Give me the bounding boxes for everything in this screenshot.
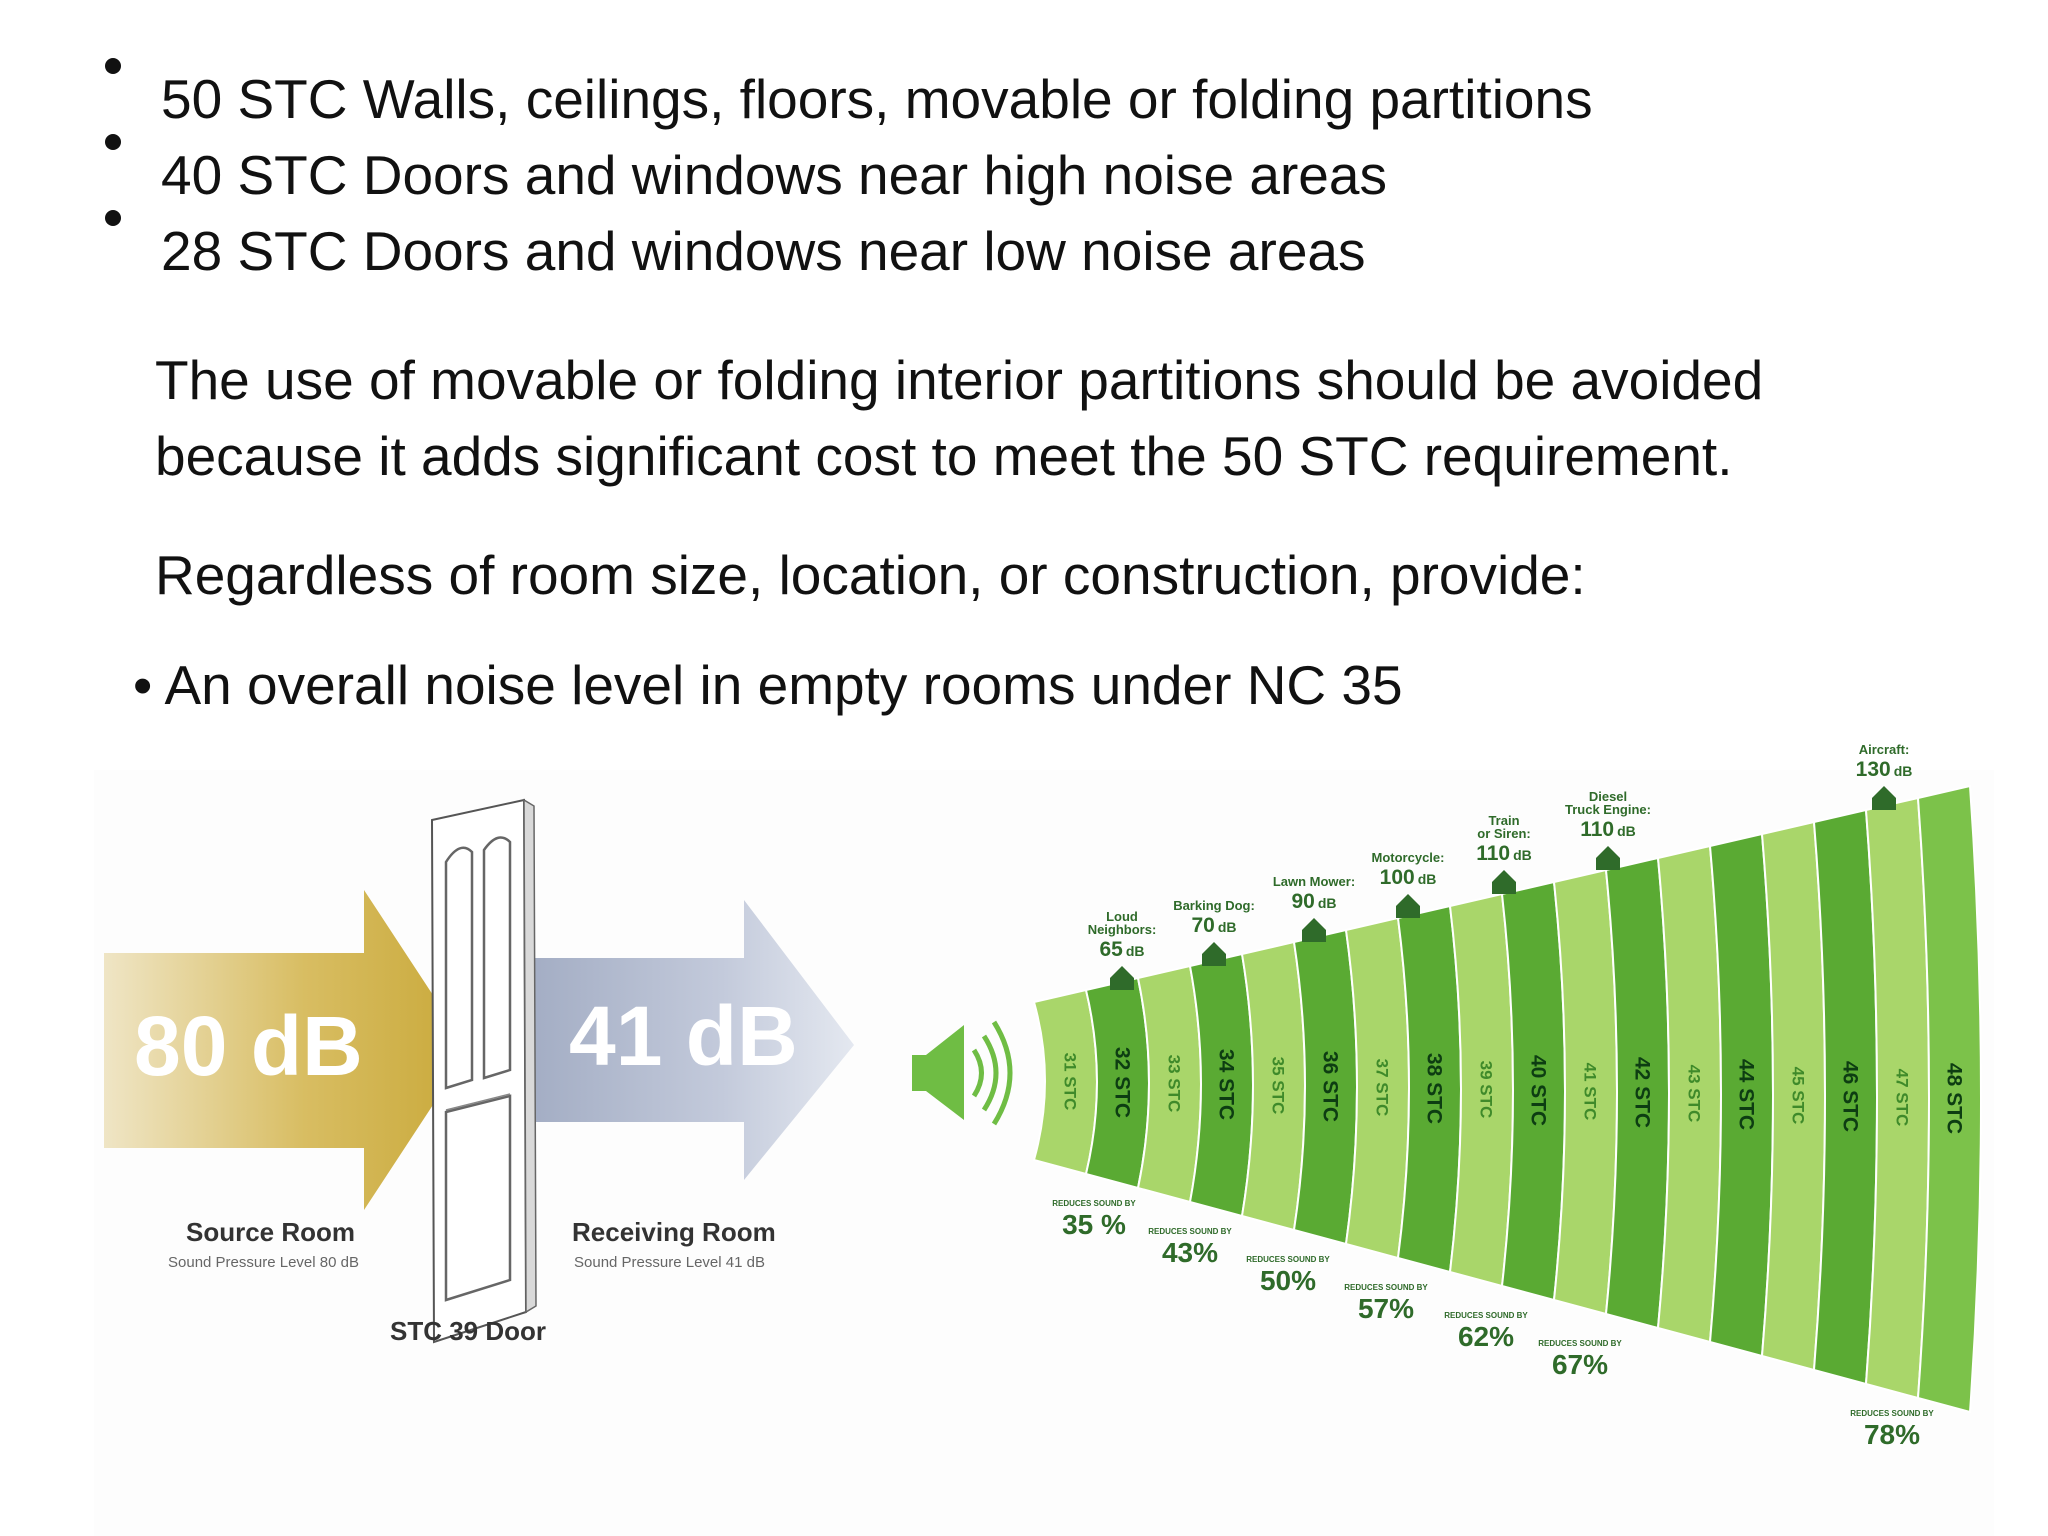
reduction-caption: REDUCES SOUND BY [1052,1199,1136,1208]
noise-source-icon [1396,894,1420,918]
bullet-text: 40 STC Doors and windows near high noise areas [161,144,1387,206]
stc-band-label: 33 STC [1164,1054,1184,1113]
reduction-caption: REDUCES SOUND BY [1538,1339,1622,1348]
reduction-value: 50% [1259,1265,1317,1296]
receiving-db-label: 41 dB [569,989,798,1083]
noise-source-icon [1596,846,1620,870]
noise-source-db: 130 dB [1855,758,1913,781]
noise-source-name: Loud [1106,909,1138,924]
receiving-room-title: Receiving Room [572,1217,776,1247]
figure-svg [94,742,1994,1536]
receiving-room-sub: Sound Pressure Level 41 dB [574,1254,765,1271]
noise-level-bullet: • An overall noise level in empty rooms under NC 35 [133,654,1403,716]
noise-source-name: Neighbors: [1087,922,1157,937]
stc-band-label: 44 STC [1734,1058,1758,1131]
reduction-value: 62% [1457,1321,1515,1352]
noise-source-icon [1302,918,1326,942]
noise-source-name: Diesel [1588,789,1628,804]
noise-source-db: 65 dB [1099,938,1145,961]
noise-source-name: Motorcycle: [1371,850,1445,865]
source-room-title: Source Room [186,1217,356,1247]
reduction-value: 67% [1551,1349,1609,1380]
noise-source-db: 110 dB [1580,818,1636,841]
reduction-caption: REDUCES SOUND BY [1444,1311,1528,1320]
stc-band-label: 38 STC [1422,1052,1446,1125]
noise-source-name: or Siren: [1477,826,1531,841]
stc-band-label: 31 STC [1060,1052,1080,1111]
stc-band-label: 32 STC [1110,1046,1134,1119]
stc-band-label: 40 STC [1526,1054,1550,1127]
reduction-value: 35 % [1062,1209,1126,1240]
reduction-value: 57% [1357,1293,1415,1324]
bullet-dot [105,134,121,150]
noise-source-icon [1872,786,1896,810]
stc-band-label: 48 STC [1942,1062,1966,1135]
bullet-dot [105,210,121,226]
noise-source-icon [1110,966,1134,990]
reduction-value: 78% [1863,1419,1921,1450]
noise-source-icon [1492,870,1516,894]
stc-band-label: 42 STC [1630,1056,1654,1129]
paragraph-regardless: Regardless of room size, location, or construction, provide: [155,544,1586,606]
reduction-value: 43% [1161,1237,1219,1268]
noise-source-icon [1202,942,1226,966]
stc-band-label: 45 STC [1788,1066,1808,1125]
noise-source-name: Aircraft: [1858,742,1910,757]
reduction-caption: REDUCES SOUND BY [1148,1227,1232,1236]
source-room-sub: Sound Pressure Level 80 dB [168,1254,359,1271]
paragraph-line: The use of movable or folding interior partitions should be avoided [155,349,1764,411]
source-db-label: 80 dB [134,999,363,1093]
stc-band-label: 41 STC [1580,1062,1600,1121]
reduction-caption: REDUCES SOUND BY [1850,1409,1934,1418]
door-icon [432,800,536,1342]
stc-band-label: 34 STC [1214,1048,1238,1121]
reduction-caption: REDUCES SOUND BY [1344,1283,1428,1292]
noise-source-name: Barking Dog: [1173,898,1255,913]
stc-band-label: 43 STC [1684,1064,1704,1123]
stc-band-label: 35 STC [1268,1056,1288,1115]
noise-source-db: 110 dB [1476,842,1532,865]
bullet-text: 28 STC Doors and windows near low noise areas [161,220,1366,282]
noise-source-db: 100 dB [1379,866,1437,889]
speaker-icon [912,1022,1010,1124]
noise-source-name: Train [1488,813,1520,828]
paragraph-line: because it adds significant cost to meet the 50 STC requirement. [155,425,1733,487]
bullet-dot [105,58,121,74]
stc-band-label: 46 STC [1838,1060,1862,1133]
stc-band-label: 39 STC [1476,1060,1496,1119]
stc-band-label: 37 STC [1372,1058,1392,1117]
reduction-caption: REDUCES SOUND BY [1246,1255,1330,1264]
figure-panel [94,742,1994,1536]
noise-source-name: Lawn Mower: [1272,874,1356,889]
noise-source-name: Truck Engine: [1565,802,1651,817]
stc-band-label: 36 STC [1318,1050,1342,1123]
stc-band-label: 47 STC [1892,1068,1912,1127]
noise-source-db: 90 dB [1291,890,1337,913]
noise-source-db: 70 dB [1191,914,1237,937]
bullet-text: 50 STC Walls, ceilings, floors, movable or folding partitions [161,68,1593,130]
door-label: STC 39 Door [390,1316,547,1346]
